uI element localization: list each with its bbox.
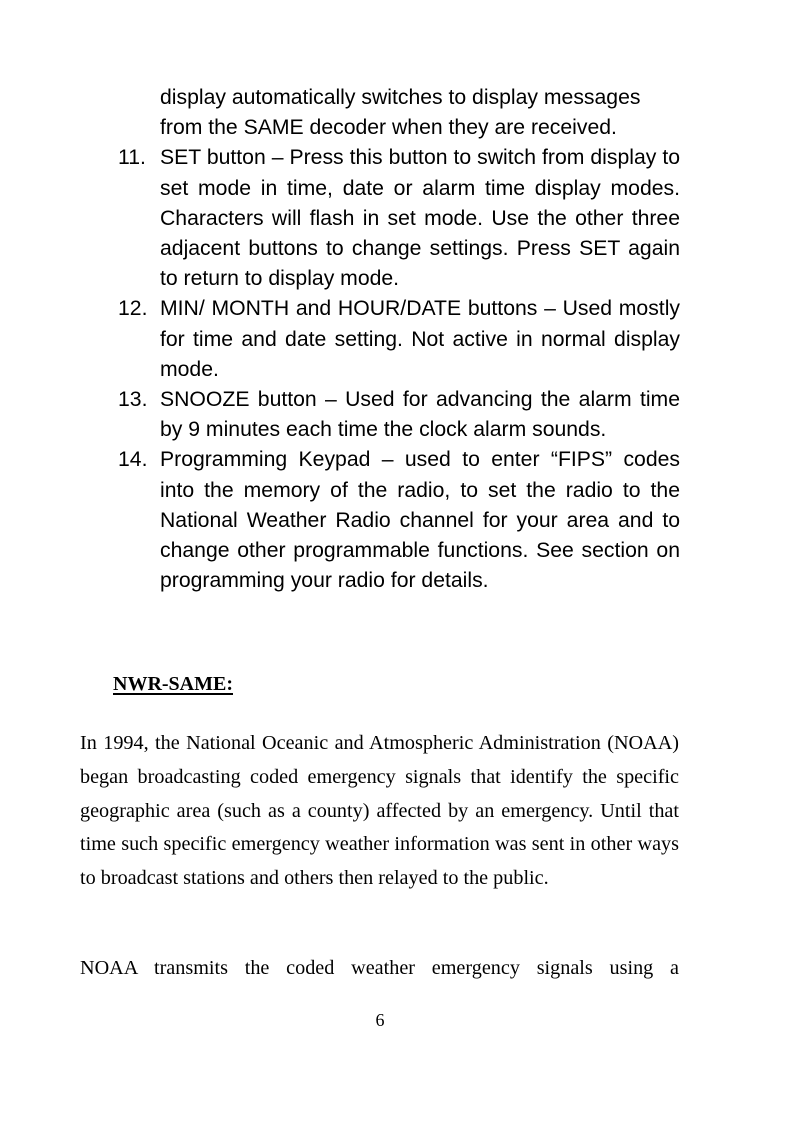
list-item-number: 14. [118, 448, 148, 472]
body-paragraph: NOAA transmits the coded weather emergency signals using a [80, 957, 679, 979]
list-continuation-text: display automatically switches to display messages from the SAME decoder when they are received. [160, 86, 641, 140]
page-number: 6 [375, 1010, 385, 1030]
list-item-number: 11. [118, 146, 146, 170]
list-item-11 [118, 143, 680, 294]
button-description-list [118, 83, 680, 596]
list-item-number: 12. [118, 297, 148, 321]
list-item-number: 13. [118, 388, 148, 412]
list-item-12 [118, 294, 680, 385]
list-item-14 [118, 445, 680, 596]
list-item-text: SET button – Press this button to switch from display to set mode in time, date or alarm time display modes. Characters will flash in set mode. Use the other three adjacent buttons to change settings. Press SET again to return to display mode. [160, 146, 680, 291]
list-item-text: MIN/ MONTH and HOUR/DATE buttons – Used mostly for time and date setting. Not active in normal display mode. [160, 297, 680, 381]
section-heading: NWR-SAME: [113, 673, 233, 695]
list-item-text: SNOOZE button – Used for advancing the alarm time by 9 minutes each time the clock alarm sounds. [160, 388, 680, 442]
list-item-13 [118, 385, 680, 445]
body-paragraph: In 1994, the National Oceanic and Atmospheric Administration (NOAA) began broadcasting coded emergency signals that identify the specific geographic area (such as a county) affected by an emergency. Until that time such specific emergency weather information was sent in other ways to broadcast stations and others then relayed to the public. [80, 732, 679, 890]
list-item-text: Programming Keypad – used to enter “FIPS” codes into the memory of the radio, to set the radio to the National Weather Radio channel for your area and to change other programmable functions. See section on programming your radio for details. [160, 448, 680, 593]
